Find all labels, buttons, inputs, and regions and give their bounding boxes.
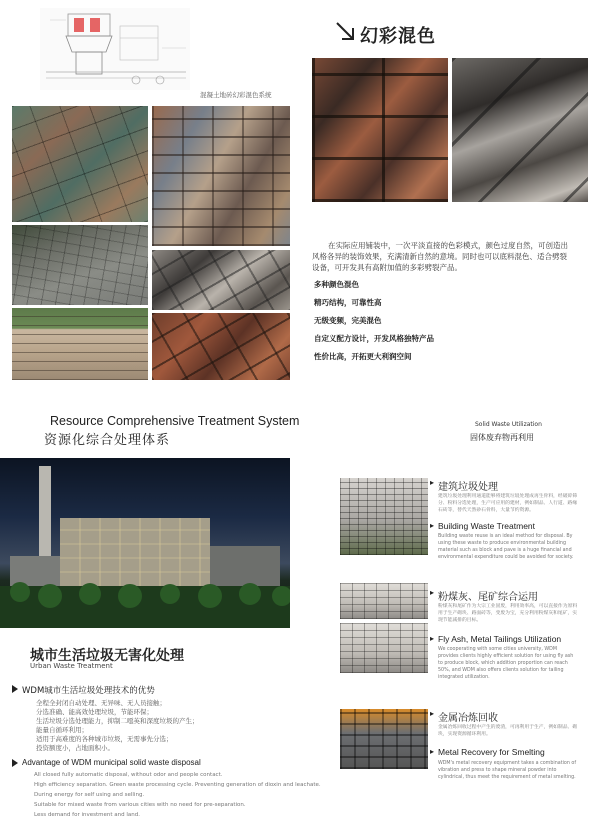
section-bullet-icon: ▸ bbox=[430, 709, 435, 718]
advantage-item-en: High efficiency separation. Green waste processing cycle. Preventing generation of dioxin and leachate. bbox=[34, 782, 321, 788]
feature-item: 无级变频，完美混色 bbox=[314, 316, 382, 325]
urban-waste-title-zh: 城市生活垃圾无害化处理 bbox=[30, 648, 184, 664]
urban-waste-title-en: Urban Waste Treatment bbox=[30, 662, 113, 670]
section-title-zh: 金属冶炼回收 bbox=[438, 713, 498, 724]
solid-waste-title-zh: 固体废弃物再利用 bbox=[470, 433, 534, 442]
advantages-title-zh: WDM城市生活垃圾处理技术的优势 bbox=[22, 686, 155, 696]
paving-photo-closeup-grey bbox=[452, 58, 588, 202]
feature-item: 多种颜色混色 bbox=[314, 280, 359, 289]
section-desc-zh: 建筑垃圾处理利用通道能够将建筑垃圾处理成再生骨料，经破碎筛分、粉料分选处理，生产可应用的建材，例如制品、人行道、路缘石砖等，替代天然砂石骨料，大量节约资源。 bbox=[438, 494, 578, 513]
advantage-item-en: Less demand for investment and land. bbox=[34, 812, 140, 818]
feature-item: 性价比高，开拓更大利润空间 bbox=[314, 352, 412, 361]
section-bullet-icon: ▸ bbox=[430, 521, 435, 530]
feature-item: 精巧结构，可靠性高 bbox=[314, 298, 382, 307]
section-desc-zh: 金属冶炼回收过程中产生的废渣，可再利用于生产，例如制品、砌块，实现资源循环利用。 bbox=[438, 725, 578, 737]
paving-photo-teal bbox=[12, 106, 148, 222]
system-title-en: Resource Comprehensive Treatment System bbox=[50, 414, 300, 428]
fly-ash-photo-top bbox=[340, 583, 428, 619]
diagonal-arrow-icon bbox=[334, 20, 356, 42]
paving-photo-grey-slabs bbox=[152, 250, 290, 310]
section-desc-en: WDM's metal recovery equipment takes a combination of vibration and press to shape mineral powder into cylindrical, thus meet the requirement of metal smelting. bbox=[438, 761, 577, 780]
advantage-item-en: All closed fully automatic disposal, without odor and people contact. bbox=[34, 772, 223, 778]
advantage-item-zh: 分选准确、能高效处理垃圾，节能环保； bbox=[36, 708, 153, 716]
section-title-en: Building Waste Treatment bbox=[438, 521, 536, 531]
advantage-item-en: Suitable for mixed waste from various cities with no need for pre-separation. bbox=[34, 802, 246, 808]
paving-photo-rust-tiles bbox=[152, 313, 290, 380]
section-title-zh: 粉煤灰、尾矿综合运用 bbox=[438, 592, 538, 603]
paving-photo-mixed-color bbox=[152, 106, 290, 246]
advantage-item-zh: 投资额度小，占地面积小。 bbox=[36, 744, 114, 752]
waste-plant-photo bbox=[0, 458, 290, 628]
section-desc-en: We cooperating with some cities university, WDM provides clients highly efficient solution for using fly ash to produce block, which addition proportion can reach 50%, and WDM also offers clients solution for tailing integrated utilization. bbox=[438, 647, 574, 680]
top-spread bbox=[0, 0, 600, 405]
machine-caption: 混凝土地砖幻彩混色系统 bbox=[200, 91, 272, 99]
solid-waste-title-en: Solid Waste Utilization bbox=[475, 421, 542, 428]
building-waste-photo bbox=[340, 478, 428, 555]
section-bullet-icon: ▸ bbox=[430, 478, 435, 487]
section-title-en: Metal Recovery for Smelting bbox=[438, 747, 545, 757]
paving-photo-garden-wall bbox=[12, 308, 148, 380]
bottom-spread bbox=[0, 405, 600, 830]
advantages-title-en: Advantage of WDM municipal solid waste disposal bbox=[22, 758, 201, 767]
triangle-bullet-icon bbox=[12, 685, 18, 693]
advantage-item-zh: 适用于高难度的各种城市垃圾，无需事先分选； bbox=[36, 735, 173, 743]
section-desc-en: Building waste reuse is an ideal method for disposal. By using these waste to produce environmental building material such as block and pave is a huge financial and environmental expenditure could be avoided for society. bbox=[438, 534, 574, 560]
page-title: 幻彩混色 bbox=[360, 26, 436, 47]
section-bullet-icon: ▸ bbox=[430, 588, 435, 597]
advantage-item-en: During energy for self using and selling. bbox=[34, 792, 145, 798]
section-bullet-icon: ▸ bbox=[430, 747, 435, 756]
description-paragraph: 在实际应用铺装中，一次平淡直接的色彩模式，颜色过度自然，可创造出风格各异的装饰效果，充满清新自然的意境。同时也可以底料混色、适合劈裂设备，可开发具有高附加值的多彩劈裂产品。 bbox=[312, 241, 568, 272]
feature-item: 自定义配方设计，开发风格独特产品 bbox=[314, 334, 434, 343]
triangle-bullet-icon bbox=[12, 759, 18, 767]
section-bullet-icon: ▸ bbox=[430, 634, 435, 643]
paving-photo-pathway bbox=[12, 225, 148, 305]
system-title-zh: 资源化综合处理体系 bbox=[44, 433, 171, 448]
metal-recovery-photo bbox=[340, 709, 428, 769]
mixing-machine-drawing bbox=[40, 8, 190, 90]
paving-photo-closeup-rust bbox=[312, 58, 448, 202]
advantage-item-zh: 全程全封闭自动处理、无异味、无人员接触； bbox=[36, 699, 166, 707]
section-desc-zh: 粉煤灰和尾矿作为大宗工业固废，利用效率高，可以直接作为原料用于生产砌块、路面砖等，变废为宝，充分利用粉煤灰和尾矿，实现节能减排的目标。 bbox=[438, 604, 578, 623]
advantage-item-zh: 能量自循环利用； bbox=[36, 726, 88, 734]
advantage-item-zh: 生活垃圾分选处理能力，抑制二噁英和深度垃圾的产生； bbox=[36, 717, 199, 725]
section-title-en: Fly Ash, Metal Tailings Utilization bbox=[438, 634, 562, 644]
fly-ash-photo-bottom bbox=[340, 623, 428, 673]
section-title-zh: 建筑垃圾处理 bbox=[438, 482, 498, 493]
